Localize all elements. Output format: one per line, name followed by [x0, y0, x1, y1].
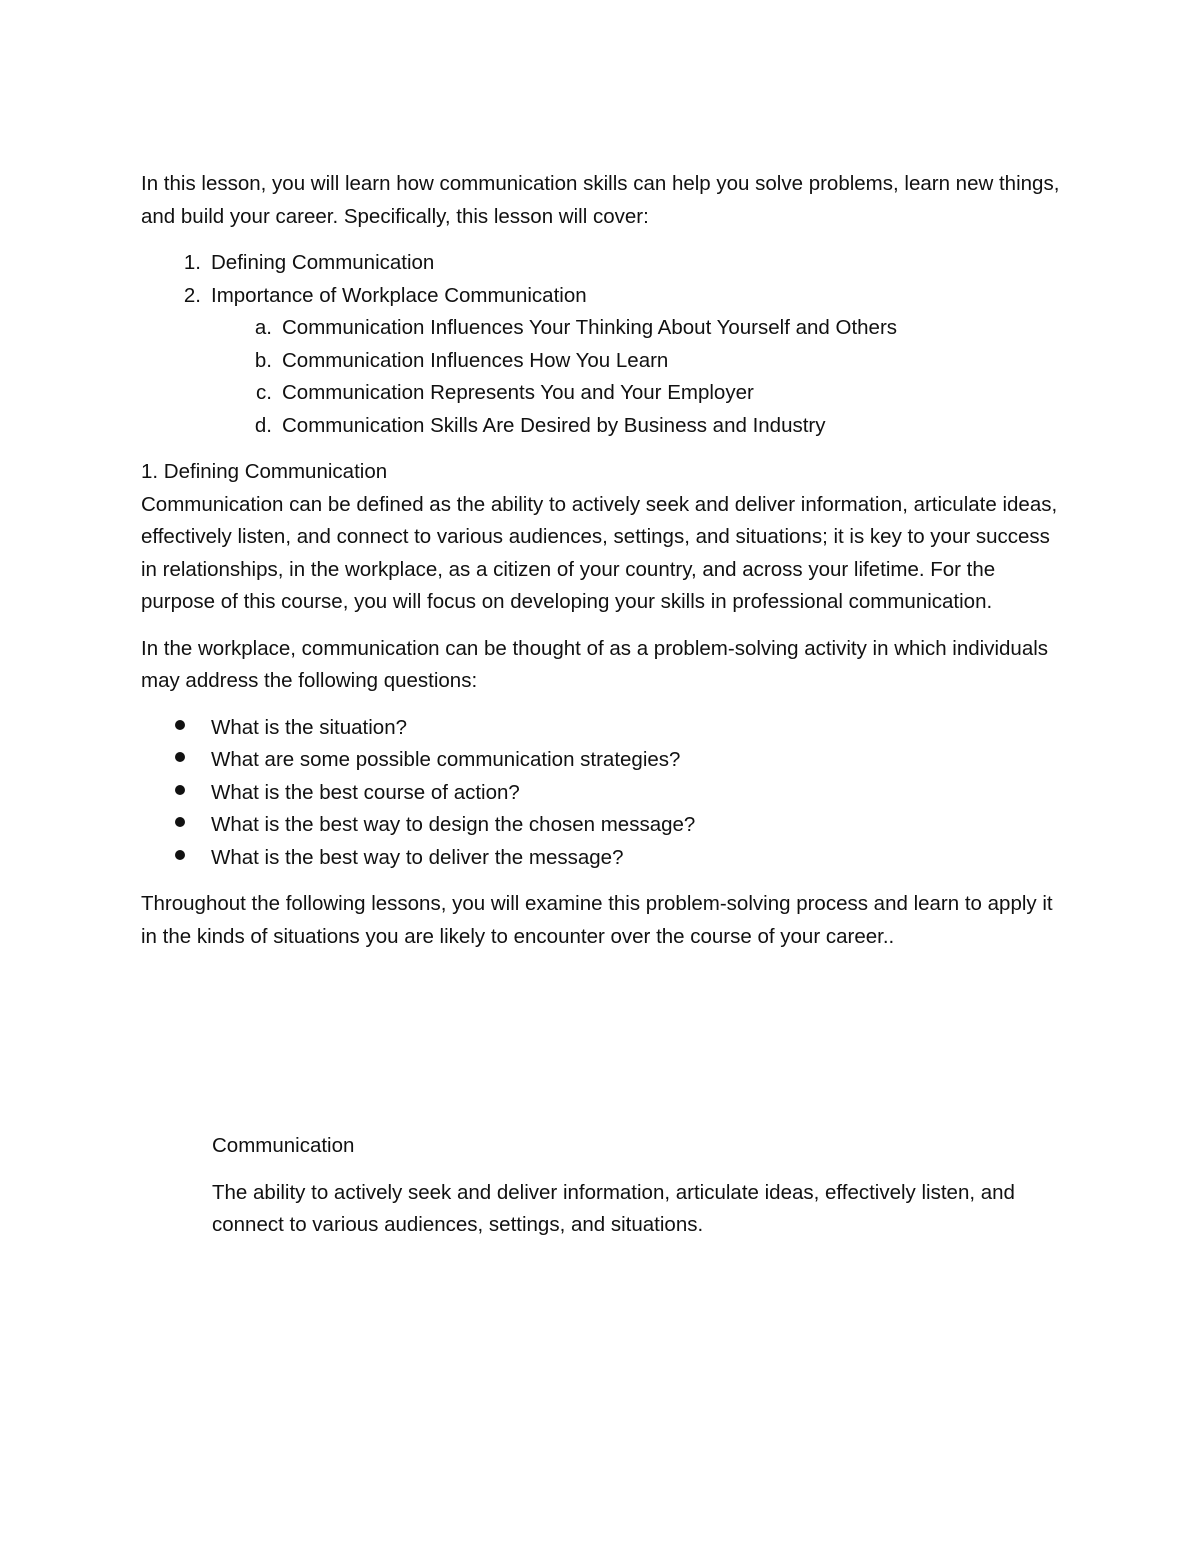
suboutline-label: Communication Represents You and Your Employer	[282, 381, 754, 404]
definition-paragraph: Communication can be defined as the ability to actively seek and deliver information, articulate ideas, effectively listen, and connect to various audiences, settings, and situations; it is key to your success in relationships, in the workplace, as a citizen of your country, and across your lifetime. For the purpose of this course, you will focus on developing your skills in professional communication.	[141, 492, 1058, 613]
definition-callout	[212, 1130, 1072, 1242]
intro-paragraph: In this lesson, you will learn how communication skills can help you solve problems, learn new things, and build your career. Specifically, this lesson will cover:	[141, 172, 1060, 228]
question-item	[141, 842, 1066, 875]
suboutline-item	[141, 312, 1066, 345]
outline-number: 1.	[183, 251, 201, 274]
question-text: What is the best course of action?	[211, 780, 520, 804]
outline-label: Importance of Workplace Communication	[211, 283, 587, 307]
question-text: What are some possible communication strategies?	[211, 748, 681, 771]
question-item	[141, 777, 1066, 810]
question-item	[141, 809, 1066, 842]
question-item	[141, 744, 1066, 777]
definition-text: The ability to actively seek and deliver information, articulate ideas, effectively listen, and connect to various audiences, settings, and situations.	[212, 1180, 1015, 1236]
suboutline-label: Communication Skills Are Desired by Business and Industry	[282, 413, 826, 437]
suboutline-label: Communication Influences Your Thinking About Yourself and Others	[282, 316, 898, 339]
closing-paragraph: Throughout the following lessons, you will examine this problem-solving process and learn to apply it in the kinds of situations you are likely to encounter over the course of your career..	[141, 892, 1053, 948]
suboutline-item	[141, 410, 1066, 443]
workplace-paragraph: In the workplace, communication can be thought of as a problem-solving activity in which individuals may address the following questions:	[141, 636, 1049, 692]
outline-item	[141, 247, 1066, 280]
section-heading: 1. Defining Communication	[141, 460, 388, 483]
lesson-outline	[141, 247, 1066, 442]
suboutline-letter: d.	[254, 413, 272, 437]
suboutline-item	[141, 377, 1066, 410]
outline-label: Defining Communication	[211, 251, 435, 274]
question-text: What is the best way to deliver the message?	[211, 845, 624, 869]
suboutline-label: Communication Influences How You Learn	[282, 348, 669, 372]
question-text: What is the best way to design the chosen message?	[211, 813, 696, 836]
document-body	[141, 168, 1066, 953]
suboutline-letter: c.	[256, 381, 272, 404]
suboutline-letter: a.	[254, 316, 272, 339]
definition-term: Communication	[212, 1134, 355, 1157]
outline-item	[141, 280, 1066, 313]
suboutline-letter: b.	[254, 348, 272, 372]
questions-list	[141, 712, 1066, 875]
question-text: What is the situation?	[211, 715, 407, 739]
question-item	[141, 712, 1066, 745]
outline-number: 2.	[183, 283, 201, 307]
suboutline-item	[141, 345, 1066, 378]
